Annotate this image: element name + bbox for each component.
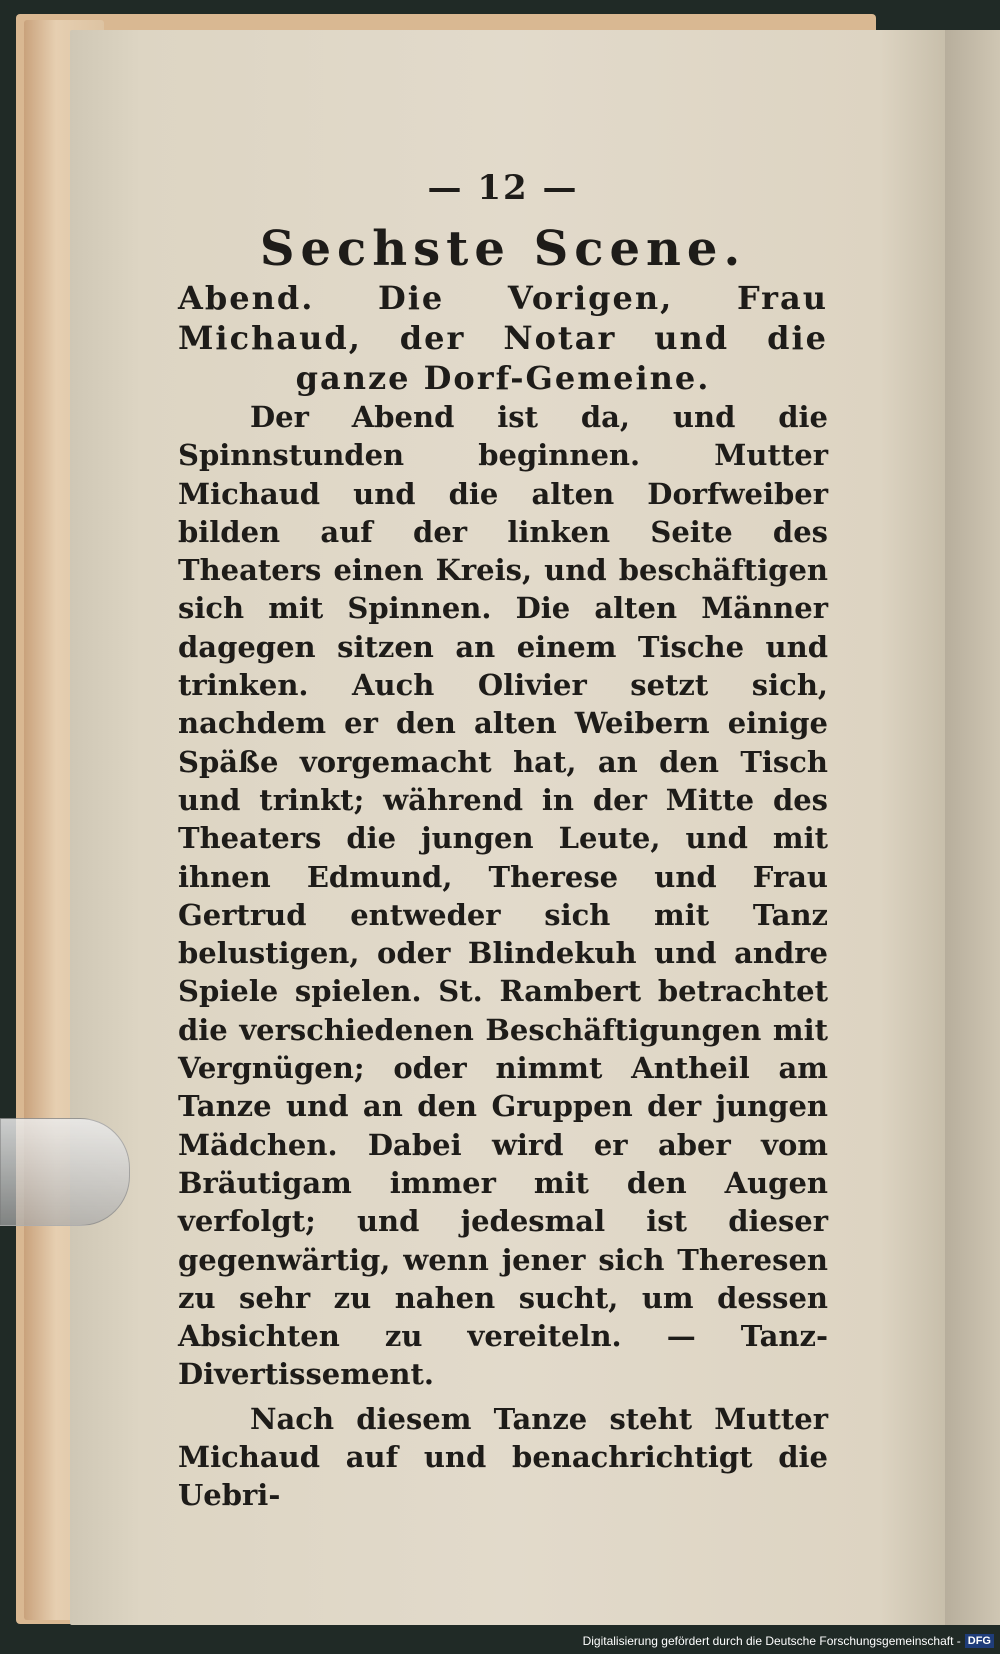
scene-title: Sechste Scene. (259, 221, 747, 277)
paragraph-2: Nach diesem Tanze steht Mutter Michaud auf und benachrichtigt die Uebri- (178, 1401, 828, 1513)
book-clip (0, 1118, 130, 1226)
paragraph-1: Der Abend ist da, und die Spinnstunden beginnen. Mutter Michaud und die alten Dorfweiber bilden auf der linken Seite des Theaters einen Kreis, und beschäftigen sich mit Spinnen. Die alten Männer dagegen sitzen an einem Tische und trinken. Auch Olivier setzt sich, nachdem er den alten Weibern einige Späße vorgemacht hat, an den Tisch und trinkt; während in der Mitte des Theaters die jungen Leute, und mit ihnen Edmund, Therese und Frau Gertrud entweder sich mit Tanz belustigen, oder Blindekuh und andre Spiele spielen. St. Rambert betrachtet die verschiedenen Beschäftigungen mit Vergnügen; oder nimmt Antheil am Tanze und an den Gruppen der jungen Mädchen. Dabei wird er aber vom Bräutigam immer mit den Augen verfolgt; und jedesmal ist dieser gegenwärtig, wenn jener sich Theresen zu sehr zu nahen sucht, um dessen Absichten zu vereiteln. — Tanz-Divertissement. (178, 400, 828, 1392)
credit-text: Digitalisierung gefördert durch die Deutsche Forschungsgemeinschaft - (582, 1634, 961, 1648)
page-text (178, 168, 828, 1515)
page-gutter (945, 30, 1000, 1625)
page-number: — 12 — (427, 168, 579, 208)
scene-intro: Abend. Die Vorigen, Frau Michaud, der Notar und die ganze Dorf-Gemeine. (178, 279, 828, 397)
dfg-logo: DFG (965, 1634, 994, 1648)
digitization-credit (583, 1632, 994, 1650)
